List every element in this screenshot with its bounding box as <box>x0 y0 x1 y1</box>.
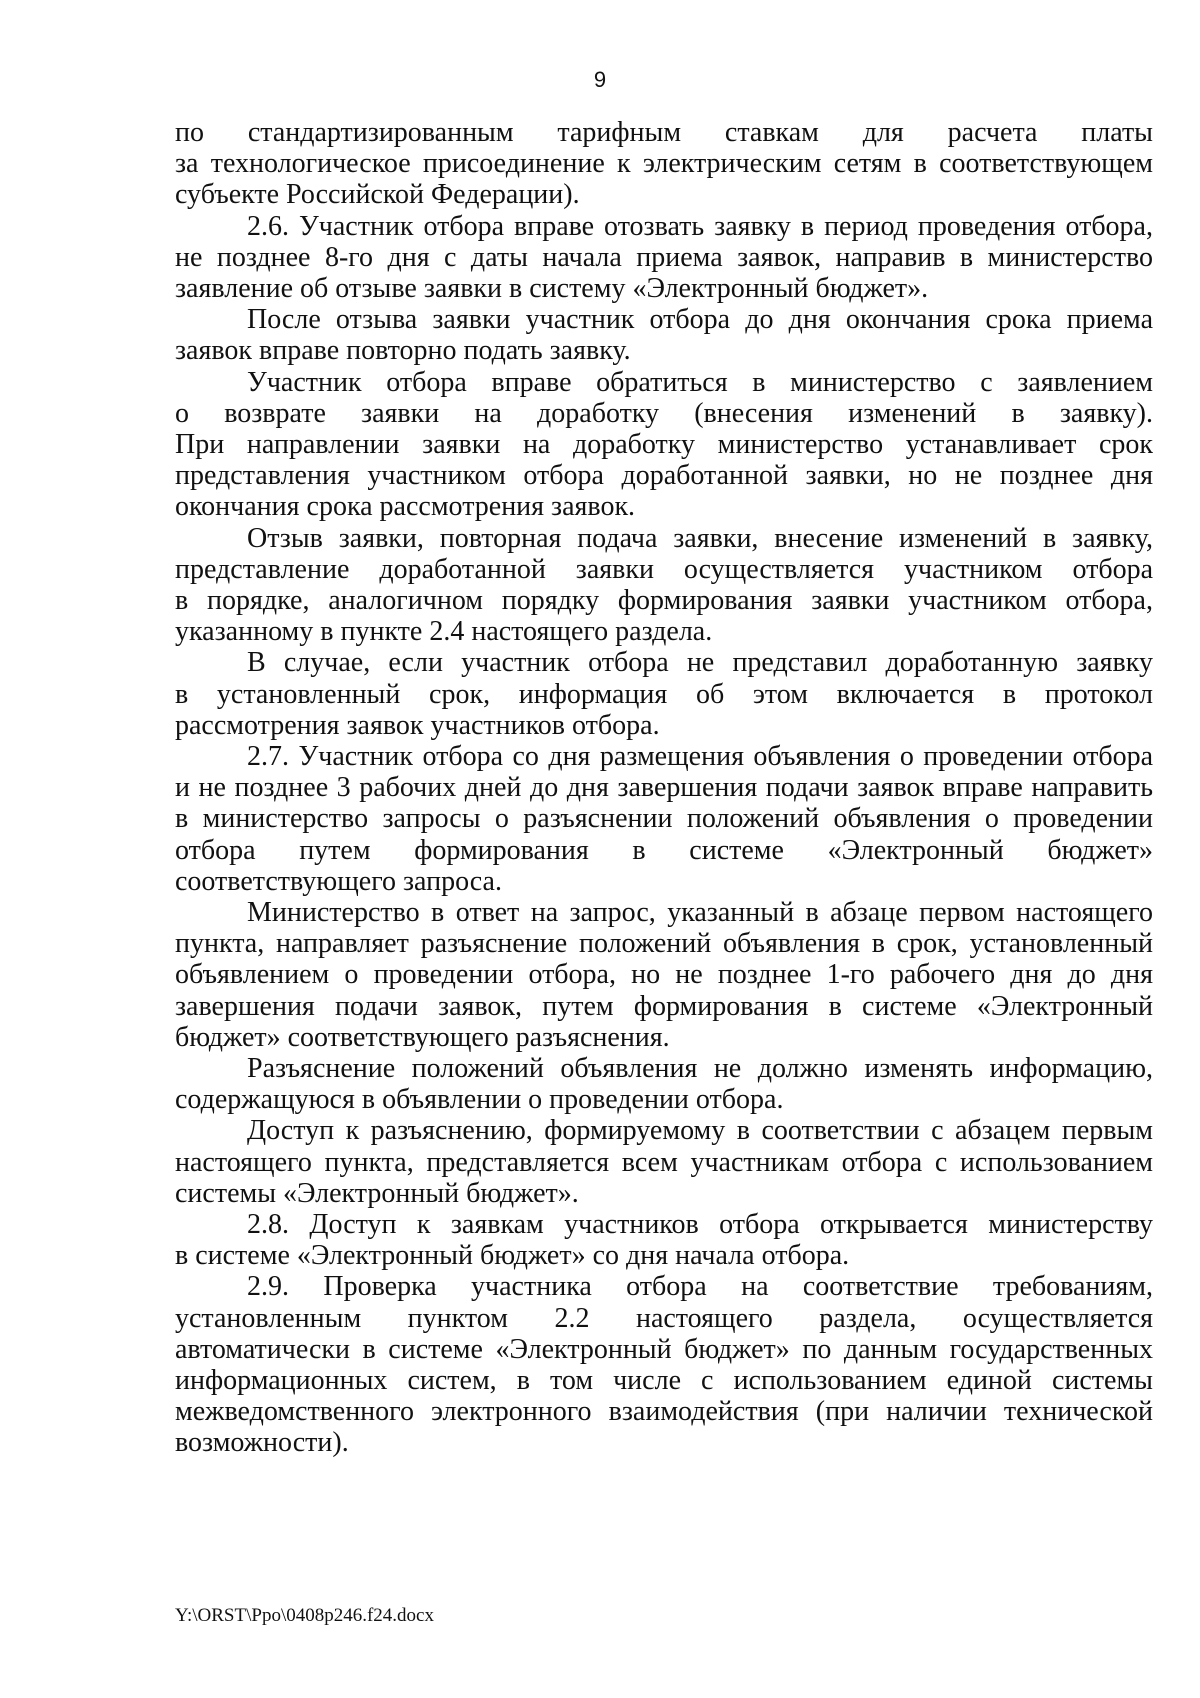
text-line: и не позднее 3 рабочих дней до дня завершения подачи заявок вправе направить <box>175 772 1153 803</box>
text-line: по стандартизированным тарифным ставкам для расчета платы <box>175 117 1153 148</box>
text-line: В случае, если участник отбора не представил доработанную заявку <box>247 647 1153 678</box>
text-line: рассмотрения заявок участников отбора. <box>175 710 660 741</box>
text-line: межведомственного электронного взаимодействия (при наличии технической <box>175 1396 1153 1427</box>
text-line: 2.8. Доступ к заявкам участников отбора открывается министерству <box>247 1209 1153 1240</box>
text-line: за технологическое присоединение к электрическим сетям в соответствующем <box>175 148 1153 179</box>
text-line: бюджет» соответствующего разъяснения. <box>175 1022 670 1053</box>
text-line: установленным пунктом 2.2 настоящего раздела, осуществляется <box>175 1303 1153 1334</box>
text-line: представления участником отбора доработанной заявки, но не позднее дня <box>175 460 1153 491</box>
page-number: 9 <box>593 67 607 92</box>
text-line: отбора путем формирования в системе «Электронный бюджет» <box>175 835 1153 866</box>
text-line: в системе «Электронный бюджет» со дня начала отбора. <box>175 1240 850 1271</box>
text-line: Доступ к разъяснению, формируемому в соответствии с абзацем первым <box>247 1115 1153 1146</box>
text-line: Разъяснение положений объявления не должно изменять информацию, <box>247 1053 1153 1084</box>
text-line: объявлением о проведении отбора, но не позднее 1-го рабочего дня до дня <box>175 959 1153 990</box>
text-line: 2.9. Проверка участника отбора на соответствие требованиям, <box>247 1271 1153 1302</box>
text-line: заявление об отзыве заявки в систему «Электронный бюджет». <box>175 273 929 304</box>
text-line: настоящего пункта, представляется всем участникам отбора с использованием <box>175 1147 1153 1178</box>
footer-file-path: Y:\ORST\Ppo\0408p246.f24.docx <box>175 1605 434 1626</box>
text-line: информационных систем, в том числе с использованием единой системы <box>175 1365 1153 1396</box>
text-line: системы «Электронный бюджет». <box>175 1178 579 1209</box>
text-line: завершения подачи заявок, путем формирования в системе «Электронный <box>175 991 1153 1022</box>
text-line: При направлении заявки на доработку министерство устанавливает срок <box>175 429 1153 460</box>
text-line: автоматически в системе «Электронный бюджет» по данным государственных <box>175 1334 1153 1365</box>
text-line: в министерство запросы о разъяснении положений объявления о проведении <box>175 803 1153 834</box>
text-line: содержащуюся в объявлении о проведении отбора. <box>175 1084 784 1115</box>
text-line: представление доработанной заявки осуществляется участником отбора <box>175 554 1153 585</box>
text-line: в установленный срок, информация об этом включается в протокол <box>175 679 1153 710</box>
text-line: о возврате заявки на доработку (внесения изменений в заявку). <box>175 398 1153 429</box>
text-line: 2.7. Участник отбора со дня размещения объявления о проведении отбора <box>247 741 1153 772</box>
text-line: Участник отбора вправе обратиться в министерство с заявлением <box>247 367 1153 398</box>
text-line: указанному в пункте 2.4 настоящего раздела. <box>175 616 713 647</box>
text-line: в порядке, аналогичном порядку формирования заявки участником отбора, <box>175 585 1153 616</box>
text-line: Министерство в ответ на запрос, указанный в абзаце первом настоящего <box>247 897 1153 928</box>
text-line: соответствующего запроса. <box>175 866 502 897</box>
text-line: возможности). <box>175 1427 349 1458</box>
text-line: пункта, направляет разъяснение положений объявления в срок, установленный <box>175 928 1153 959</box>
text-line: Отзыв заявки, повторная подача заявки, внесение изменений в заявку, <box>247 523 1153 554</box>
text-line: После отзыва заявки участник отбора до дня окончания срока приема <box>247 304 1153 335</box>
text-line: заявок вправе повторно подать заявку. <box>175 335 631 366</box>
text-line: 2.6. Участник отбора вправе отозвать заявку в период проведения отбора, <box>247 211 1153 242</box>
text-line: субъекте Российской Федерации). <box>175 179 580 210</box>
text-line: не позднее 8-го дня с даты начала приема заявок, направив в министерство <box>175 242 1153 273</box>
text-line: окончания срока рассмотрения заявок. <box>175 491 636 522</box>
